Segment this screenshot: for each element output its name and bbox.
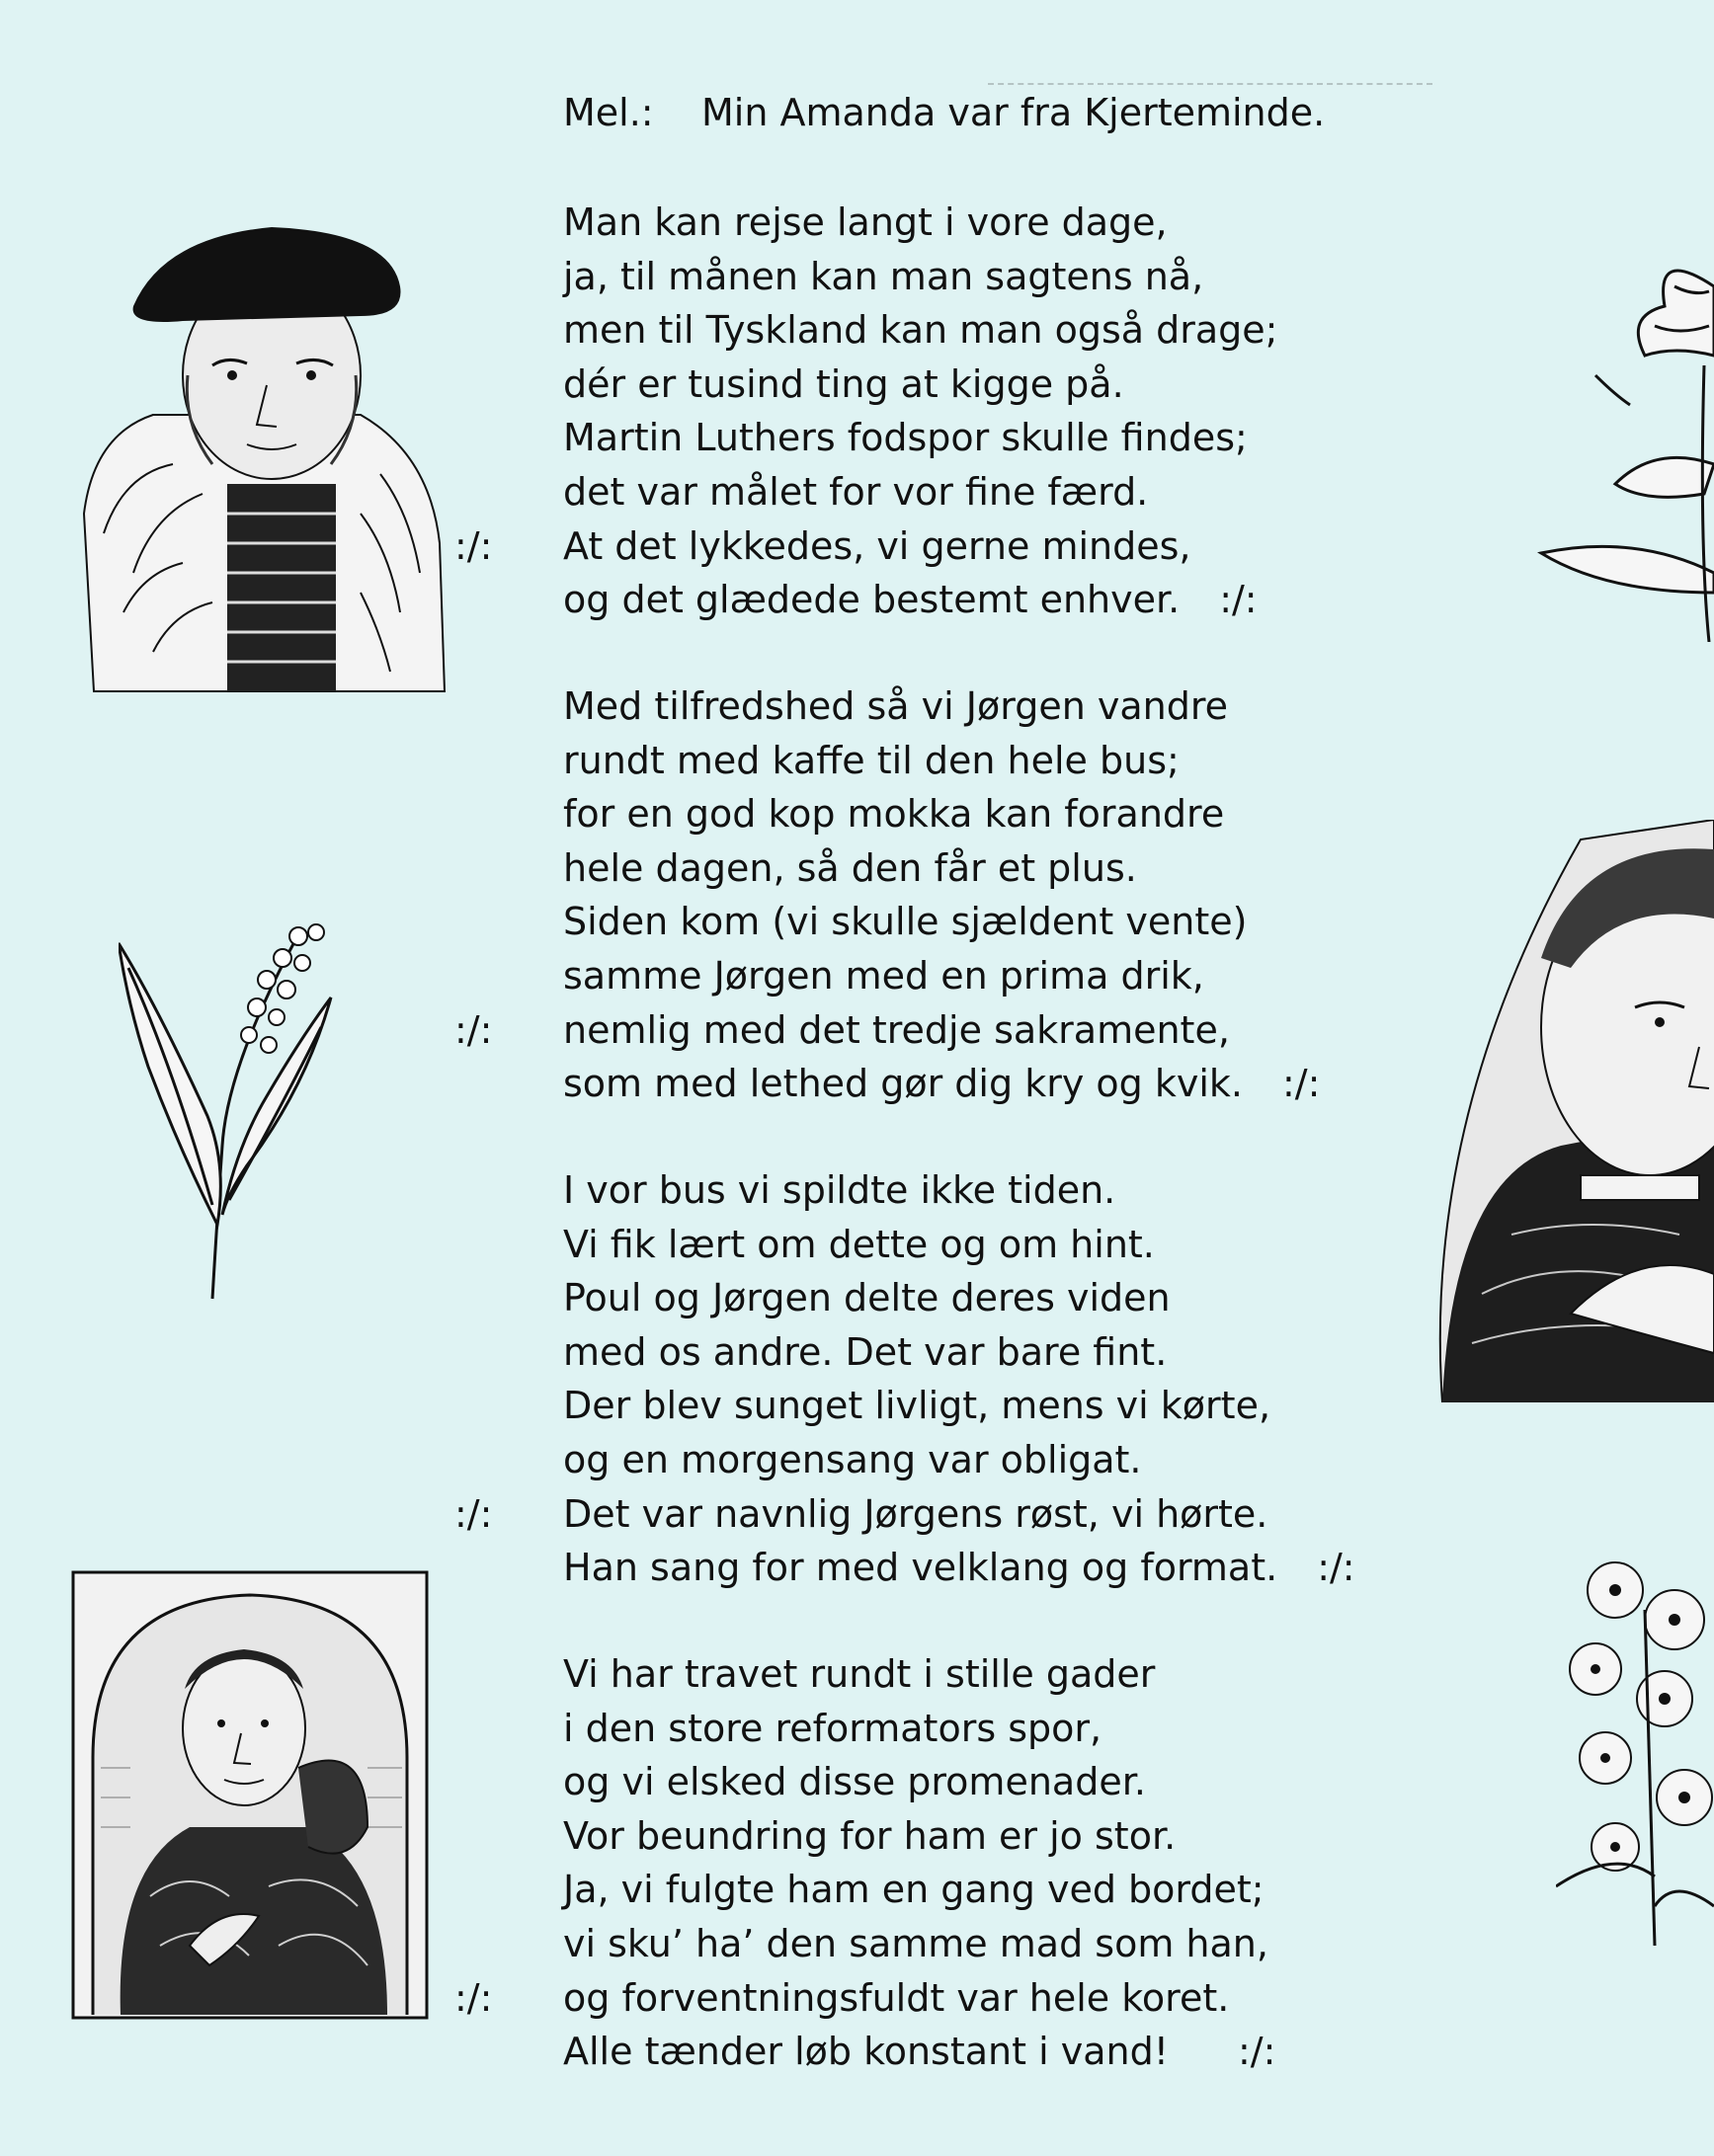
lily-of-the-valley-icon	[119, 918, 346, 1304]
stanza-line: Siden kom (vi skulle sjældent vente)	[563, 900, 1248, 944]
melody-title: Min Amanda var fra Kjerteminde.	[701, 91, 1326, 134]
repeat-start-mark: :/:	[454, 1491, 493, 1536]
repeat-end-mark: :/:	[1237, 2030, 1276, 2074]
stanza-line: Martin Luthers fodspor skulle findes;	[563, 416, 1248, 460]
stanza-line: vi sku’ ha’ den samme mad som han,	[563, 1921, 1268, 1965]
stanza-line: Med tilfredshed så vi Jørgen vandre	[563, 684, 1229, 728]
stanza-line: rundt med kaffe til den hele bus;	[563, 738, 1180, 782]
flower-sprig-top-icon	[1536, 247, 1714, 642]
stanza-line: :/: nemlig med det tredje sakramente,	[563, 1003, 1320, 1058]
stanza-line: men til Tyskland kan man også drage;	[563, 308, 1278, 353]
stanza-line: :/: Det var navnlig Jørgens røst, vi hørte.	[563, 1487, 1355, 1542]
stanza-line: ja, til månen kan man sagtens nå,	[563, 254, 1204, 298]
stanza-line: dér er tusind ting at kigge på.	[563, 361, 1124, 406]
repeat-end-mark: :/:	[1281, 1062, 1321, 1106]
stanza-3	[454, 1163, 1355, 1595]
stanza-line: Der blev sunget livligt, mens vi kørte,	[563, 1384, 1271, 1428]
stanza-line: og vi elsked disse promenader.	[563, 1760, 1146, 1804]
stanza-line: det var målet for vor fine færd.	[563, 469, 1149, 514]
luther-portrait-beret-icon	[64, 217, 449, 701]
stanza-2	[454, 679, 1321, 1111]
stanza-line: i den store reformators spor,	[563, 1706, 1102, 1750]
melody-label: Mel.:	[563, 91, 654, 134]
flower-sprig-bottom-icon	[1556, 1551, 1714, 1946]
stanza-line: og en morgensang var obligat.	[563, 1437, 1142, 1481]
stanza-4	[454, 1647, 1276, 2079]
stanza-1	[454, 196, 1278, 627]
top-divider	[988, 83, 1432, 85]
stanza-line: og det glædede bestemt enhver. :/:	[563, 578, 1258, 622]
stanza-line: Vor beundring for ham er jo stor.	[563, 1813, 1177, 1858]
stanza-line: Poul og Jørgen delte deres viden	[563, 1276, 1171, 1320]
stanza-line: Man kan rejse langt i vore dage,	[563, 200, 1168, 244]
repeat-start-mark: :/:	[454, 523, 493, 568]
stanza-line: :/: At det lykkedes, vi gerne mindes,	[563, 519, 1277, 574]
stanza-line: I vor bus vi spildte ikke tiden.	[563, 1168, 1116, 1212]
luther-portrait-monk-icon	[71, 1570, 429, 2020]
stanza-line: Vi har travet rundt i stille gader	[563, 1652, 1156, 1696]
stanza-line: Ja, vi fulgte ham en gang ved bordet;	[563, 1868, 1265, 1912]
repeat-end-mark: :/:	[1219, 578, 1258, 622]
repeat-start-mark: :/:	[454, 1975, 493, 2020]
melody-line	[563, 91, 1325, 134]
stanza-line: Alle tænder løb konstant i vand! :/:	[563, 2030, 1276, 2074]
stanza-line: med os andre. Det var bare fint.	[563, 1329, 1168, 1374]
repeat-end-mark: :/:	[1317, 1546, 1355, 1590]
stanza-line: Vi fik lært om dette og om hint.	[563, 1222, 1155, 1266]
stanza-line: for en god kop mokka kan forandre	[563, 792, 1225, 837]
stanza-line: hele dagen, så den får et plus.	[563, 845, 1137, 890]
stanza-line: Han sang for med velklang og format. :/:	[563, 1546, 1355, 1590]
stanza-line: som med lethed gør dig kry og kvik. :/:	[563, 1062, 1321, 1106]
stanza-line: samme Jørgen med en prima drik,	[563, 953, 1204, 998]
repeat-start-mark: :/:	[454, 1007, 493, 1052]
stanza-line: :/: og forventningsfuldt var hele koret.	[563, 1971, 1275, 2026]
luther-portrait-right-icon	[1423, 820, 1714, 1402]
